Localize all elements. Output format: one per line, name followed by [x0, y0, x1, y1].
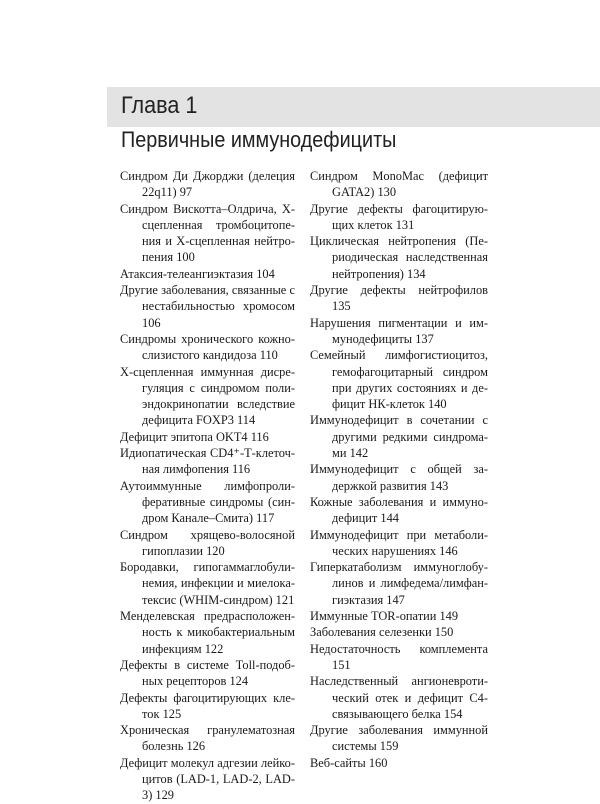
toc-entry: Дефицит молекул адгезии лейкоцитов (LAD-1, LAD-2, LAD-3) 129: [120, 755, 295, 803]
toc-entry: Менделевская предрасположенность к микобактериальным инфекциям 122: [120, 609, 295, 656]
toc-entry: Синдром MonoMac (дефицит GATA2) 130: [310, 169, 488, 200]
toc-entry: Синдром хрящево-волосяной гипоплазии 120: [120, 527, 295, 558]
chapter-number: Глава 1: [121, 92, 198, 119]
toc-entry: Гиперкатаболизм иммуноглобулинов и лимфедема/лимфангиэктазия 147: [310, 560, 488, 607]
toc-entry: Веб-сайты 160: [310, 755, 388, 770]
toc-entry: Иммунодефицит с общей задержкой развития 143: [310, 462, 488, 493]
toc-entry: Другие заболевания, связанные с нестабильностью хромосом 106: [120, 283, 295, 330]
toc-entry: Дефекты в системе Toll-подобных рецепторов 124: [120, 657, 295, 689]
toc-entry: Иммунные TOR-опатии 149: [310, 609, 459, 624]
toc-entry: Дефекты фагоцитирующих клеток 125: [120, 690, 295, 721]
toc-entry: Семейный лимфогистиоцитоз, гемофагоцитарный синдром при других состояниях и дефицит НК-клеток 140: [310, 348, 488, 412]
toc-entry: Атаксия-телеангиэктазия 104: [120, 266, 275, 281]
toc-entry: Иммунодефицит в сочетании с другими редкими синдромами 142: [310, 413, 488, 461]
toc-entry: Недостаточность комплемента 151: [310, 641, 488, 672]
toc-column-right: [310, 168, 488, 771]
toc-entry: Аутоиммунные лимфопролиферативные синдромы (синдром Канале–Смита) 117: [120, 478, 295, 526]
toc-entry: Дефицит эпитопа OKT4 116: [120, 429, 269, 444]
toc-entry: Синдром Вискотта–Олдрича, X-сцепленная тромбоцитопения и X-сцепленная нейтропения 100: [120, 201, 295, 265]
toc-entry: Синдромы хронического кожнослизистого кандидоза 110: [120, 331, 295, 363]
toc-entry: Другие дефекты фагоцитирующих клеток 131: [310, 201, 488, 232]
toc-entry: X-сцепленная иммунная дисрегуляция с синдромом полиэндокринопатии вследствие дефицита FOXP3 114: [120, 364, 295, 428]
toc-entry: Заболевания селезенки 150: [310, 625, 454, 640]
toc-entry: Кожные заболевания и иммунодефицит 144: [310, 494, 488, 526]
toc-entry: Другие заболевания иммунной системы 159: [310, 723, 488, 754]
toc-entry: Наследственный ангионевротический отек и дефицит C4-связывающего белка 154: [310, 674, 488, 721]
chapter-title: Первичные иммунодефициты: [121, 127, 397, 152]
toc-entry: Циклическая нейтропения (Периодическая наследственная нейтропения) 134: [310, 234, 488, 281]
toc-entry: Другие дефекты нейтрофилов 135: [310, 283, 488, 314]
toc-column-left: [120, 168, 295, 804]
toc-entry: Идиопатическая CD4⁺-Т-клеточная лимфопения 116: [120, 446, 295, 477]
toc-entry: Бородавки, гипогаммаглобулинемия, инфекции и миелокатексис (WHIM-синдром) 121: [120, 560, 295, 607]
toc-entry: Нарушения пигментации и иммунодефициты 137: [310, 315, 488, 346]
toc-entry: Хроническая гранулематозная болезнь 126: [120, 723, 295, 754]
toc-entry: Синдром Ди Джорджи (делеция 22q11) 97: [120, 169, 295, 200]
toc-entry: Иммунодефицит при метаболических нарушениях 146: [310, 527, 488, 558]
